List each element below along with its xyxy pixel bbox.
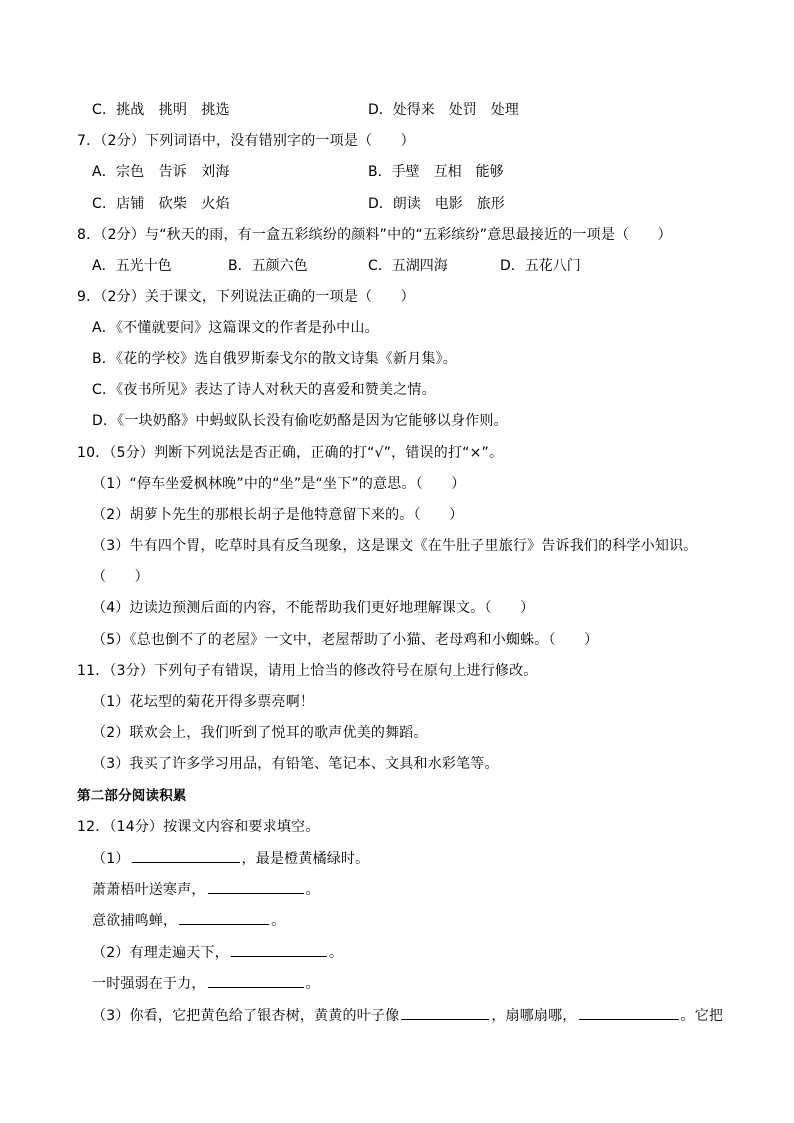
q12-line-4 [92,942,343,963]
q7-stem: 7．（2分）下列词语中，没有错别字的一项是（ ） [77,133,415,149]
q12-line-5-prefix: 一时强弱在于力， [92,976,206,992]
q10-item-2: （2）胡萝卜先生的那根长胡子是他特意留下来的。（ ） [92,507,464,523]
q10-item-5: （5）《总也倒不了的老屋》一文中，老屋帮助了小猫、老母鸡和小蜘蛛。（ ） [92,632,599,648]
q10-item-3: （3）牛有四个胃，吃草时具有反刍现象，这是课文《在牛肚子里旅行》告诉我们的科学小知识。 [92,538,698,554]
q12-line-2 [92,879,320,900]
q7-option-c: C．店铺 砍柴 火焰 [92,196,230,212]
q10-item-3-answer: （ ） [92,569,149,585]
q12-line-6-prefix: （3）你看，它把黄色给了银杏树，黄黄的叶子像 [92,1008,400,1024]
q12-line-3-prefix: 意欲捕鸣蝉， [92,913,178,929]
q7-option-a: A．宗色 告诉 刘海 [92,164,230,180]
q11-item-1: （1）花坛型的菊花开得多票亮啊！ [92,694,315,710]
q6-option-d: D．处得来 处罚 处理 [368,102,519,118]
q12-line-6 [92,1005,723,1026]
q9-option-c: C．《夜书所见》表达了诗人对秋天的喜爱和赞美之情。 [92,382,436,398]
q12-line-3 [92,910,285,931]
q8-stem: 8．（2分）与“秋天的雨，有一盒五彩缤纷的颜料”中的“五彩缤纷”意思最接近的一项是（ ） [77,227,672,243]
q12-line-6-suffix: 。它把 [680,1008,724,1024]
q8-option-a: A．五光十色 [92,258,172,274]
fill-blank[interactable] [579,1005,679,1020]
q12-line-3-suffix: 。 [271,913,286,929]
q9-option-d: D．《一块奶酪》中蚂蚁队长没有偷吃奶酪是因为它能够以身作则。 [92,413,508,429]
fill-blank[interactable] [208,879,304,894]
q8-option-d: D．五花八门 [500,258,581,274]
q9-option-a: A．《不懂就要问》这篇课文的作者是孙中山。 [92,320,379,336]
q12-line-6-middle: ，扇哪扇哪， [491,1008,577,1024]
fill-blank[interactable] [401,1005,489,1020]
q12-line-5-suffix: 。 [305,976,320,992]
q8-option-b: B．五颜六色 [228,258,308,274]
q12-line-1-suffix: ，最是橙黄橘绿时。 [241,851,370,867]
q12-stem: 12．（14分）按课文内容和要求填空。 [77,819,320,835]
q10-item-1: （1）“停车坐爱枫林晚”中的“坐”是“坐下”的意思。（ ） [92,476,466,492]
q9-stem: 9．（2分）关于课文，下列说法正确的一项是（ ） [77,289,415,305]
q12-line-2-prefix: 萧萧梧叶送寒声， [92,882,206,898]
q11-stem: 11．（3分）下列句子有错误，请用上恰当的修改符号在原句上进行修改。 [77,663,538,679]
q9-option-b: B．《花的学校》选自俄罗斯泰戈尔的散文诗集《新月集》。 [92,351,458,367]
part2-title: 第二部分阅读积累 [77,788,187,804]
q7-option-d: D．朗读 电影 旅形 [368,196,505,212]
fill-blank[interactable] [132,848,240,863]
q12-line-4-prefix: （2）有理走遍天下， [92,945,229,961]
fill-blank[interactable] [208,973,304,988]
q11-item-2: （2）联欢会上，我们听到了悦耳的歌声优美的舞蹈。 [92,725,428,741]
q12-line-2-suffix: 。 [305,882,320,898]
q11-item-3: （3）我买了许多学习用品，有铅笔、笔记本、文具和水彩笔等。 [92,756,499,772]
q10-item-4: （4）边读边预测后面的内容，不能帮助我们更好地理解课文。（ ） [92,600,535,616]
q6-option-c: C．挑战 挑明 挑选 [92,102,230,118]
fill-blank[interactable] [231,942,327,957]
q12-line-5 [92,973,320,994]
q10-stem: 10．（5分）判断下列说法是否正确，正确的打“√”，错误的打“×”。 [77,445,504,461]
q7-option-b: B．手壁 互相 能够 [368,164,504,180]
fill-blank[interactable] [179,910,269,925]
q12-line-1-prefix: （1） [92,851,130,867]
q12-line-4-suffix: 。 [328,945,344,961]
q8-option-c: C．五湖四海 [368,258,448,274]
q12-line-1 [92,848,369,869]
